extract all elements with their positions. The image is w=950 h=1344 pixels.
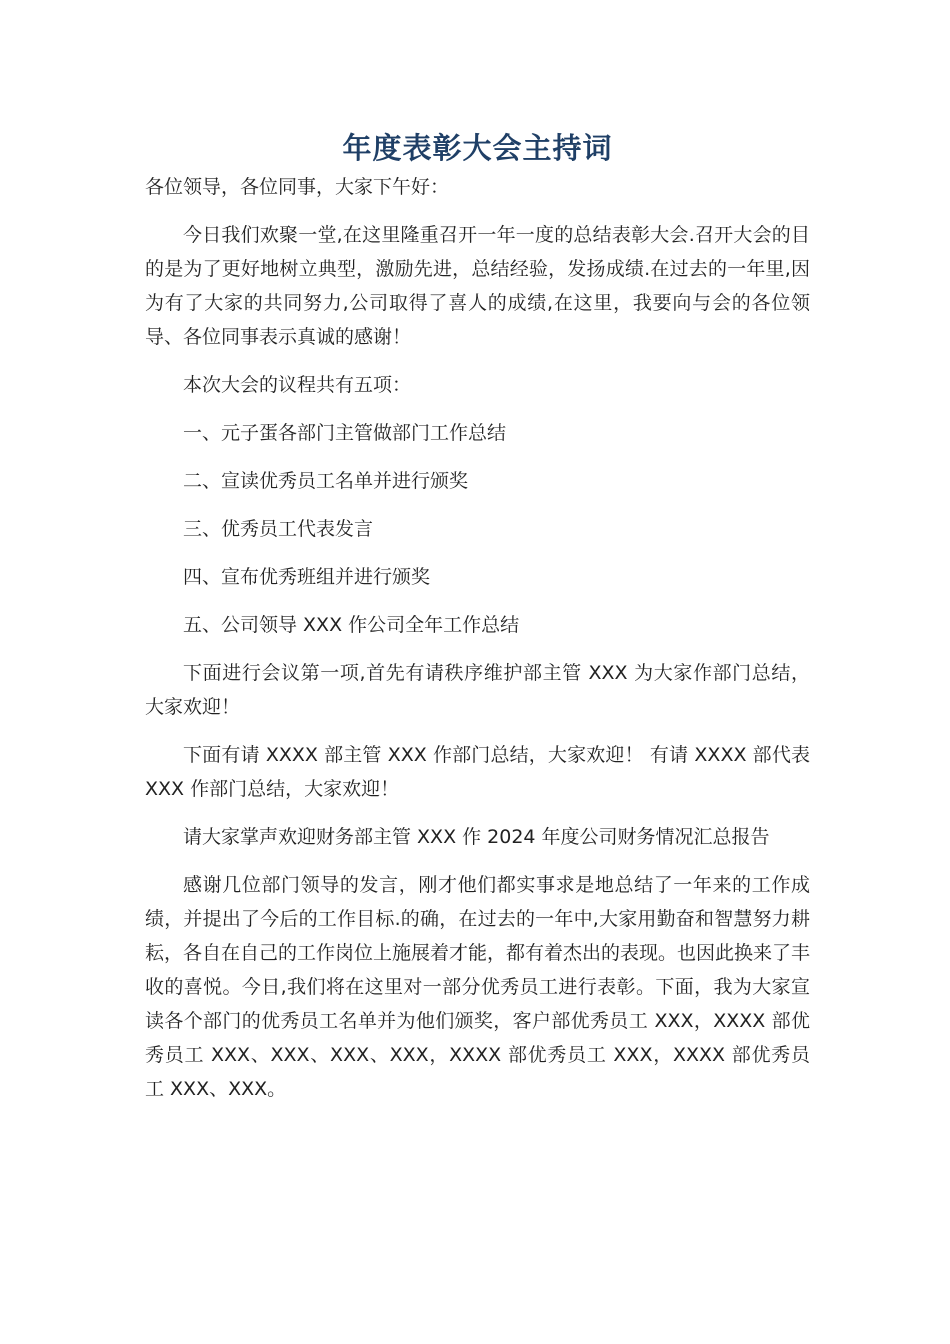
agenda-item-4: 四、宣布优秀班组并进行颁奖 (183, 566, 431, 588)
agenda-item-1: 一、元子蛋各部门主管做部门工作总结 (183, 422, 507, 444)
agenda-item-2: 二、宣读优秀员工名单并进行颁奖 (183, 470, 469, 492)
paragraph-finance-report: 请大家掌声欢迎财务部主管 XXX 作 2024 年度公司财务情况汇总报告 (183, 826, 770, 848)
document-title: 年度表彰大会主持词 (342, 131, 613, 165)
paragraph-first-item: 下面进行会议第一项,首先有请秩序维护部主管 XXX 为大家作部门总结，大家欢迎！ (145, 662, 810, 718)
document-page (145, 128, 810, 1120)
paragraph-department-reports: 下面有请 XXXX 部主管 XXX 作部门总结，大家欢迎！ 有请 XXXX 部代表 XXX 作部门总结，大家欢迎！ (145, 744, 810, 800)
agenda-item-3: 三、优秀员工代表发言 (183, 518, 374, 540)
paragraph-agenda-intro: 本次大会的议程共有五项： (183, 374, 412, 396)
greeting-paragraph: 各位领导，各位同事，大家下午好： (145, 176, 450, 198)
agenda-item-5: 五、公司领导 XXX 作公司全年工作总结 (183, 614, 520, 636)
paragraph-awards: 感谢几位部门领导的发言，刚才他们都实事求是地总结了一年来的工作成绩，并提出了今后的工作目标.的确，在过去的一年中,大家用勤奋和智慧努力耕耘，各自在自己的工作岗位上施展着才能，都有着杰出的表现。也因此换来了丰收的喜悦。今日,我们将在这里对一部分优秀员工进行表彰。下面，我为大家宣读各个部门的优秀员工名单并为他们颁奖，客户部优秀员工 XXX，XXXX 部优秀员工 XXX、XXX、XXX、XXX，XXXX 部优秀员工 XXX，XXXX 部优秀员工 XXX、XXX。 (145, 874, 811, 1100)
paragraph-opening: 今日我们欢聚一堂,在这里隆重召开一年一度的总结表彰大会.召开大会的目的是为了更好地树立典型，激励先进，总结经验，发扬成绩.在过去的一年里,因为有了大家的共同努力,公司取得了喜人的成绩,在这里，我要向与会的各位领导、各位同事表示真诚的感谢！ (145, 224, 810, 348)
